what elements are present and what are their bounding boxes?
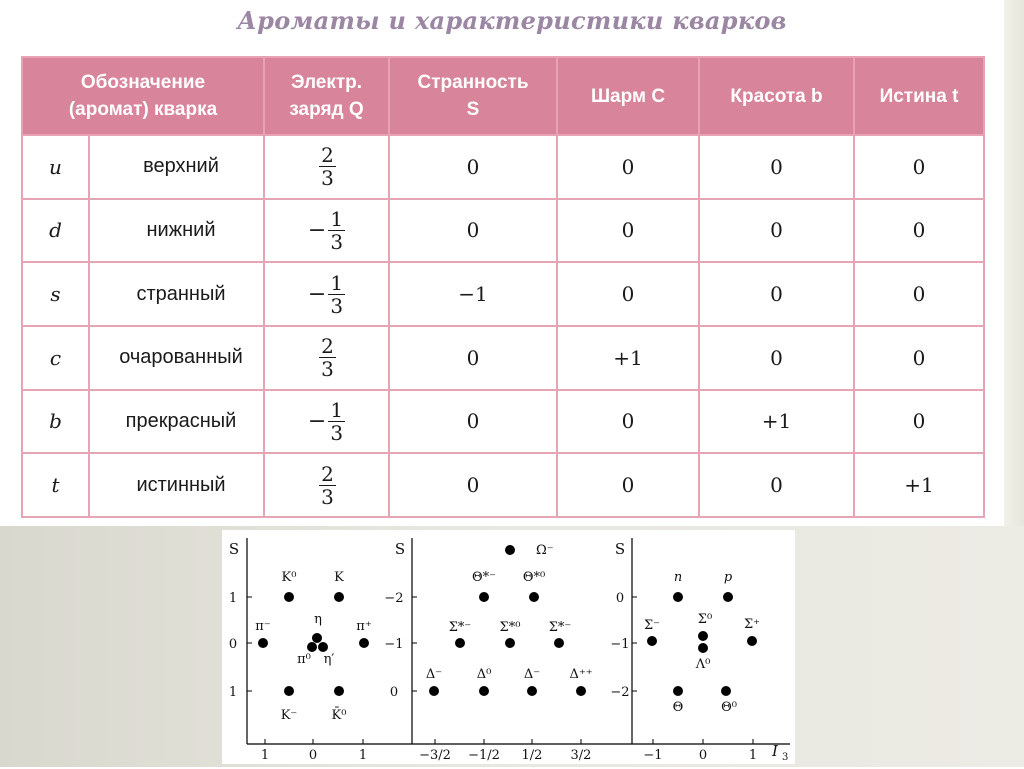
charge-numerator: 1	[330, 397, 344, 422]
middle-particle-label: Δ⁻	[523, 667, 541, 682]
left-x-tick: 0	[308, 748, 318, 763]
particle-point	[721, 686, 731, 696]
right-s-axis-label: S	[614, 540, 626, 558]
truth-value: 0	[854, 326, 984, 390]
table-row	[22, 453, 984, 517]
particle-point	[576, 686, 586, 696]
middle-x-tick: 1/2	[521, 748, 543, 763]
right-particle-label: Σ⁺	[743, 617, 761, 632]
truth-value: 0	[854, 390, 984, 454]
right-y-tick: 0	[615, 591, 625, 606]
right-y-tick: −2	[610, 685, 630, 700]
table-row	[22, 390, 984, 454]
beauty-value: 0	[699, 262, 854, 326]
quark-symbol: u	[22, 135, 89, 199]
supermultiplet-diagrams	[222, 530, 795, 764]
particle-point	[318, 642, 328, 652]
middle-particle-label: Θ*⁰	[522, 570, 546, 585]
particle-point	[334, 592, 344, 602]
header-beauty: Красота b	[699, 57, 854, 135]
charge-sign: −	[307, 217, 327, 243]
left-s-axis-label: S	[228, 540, 240, 558]
charge-denominator: 3	[321, 484, 334, 509]
middle-y-tick: 0	[389, 685, 399, 700]
page-title: Ароматы и характеристики кварков	[237, 6, 787, 35]
quark-name: нижний	[89, 199, 264, 263]
strangeness-value: 0	[389, 135, 557, 199]
left-particle-label: π⁰	[297, 652, 311, 667]
truth-value: 0	[854, 199, 984, 263]
middle-particle-label: Σ*⁰	[499, 620, 521, 635]
right-particle-label: Θ	[672, 700, 684, 715]
middle-x-tick: 3/2	[570, 748, 592, 763]
left-x-tick: 1	[260, 748, 270, 763]
header-strangeness: Странность S	[389, 57, 557, 135]
beauty-value: 0	[699, 326, 854, 390]
left-particle-label: K⁰	[281, 570, 297, 585]
i3-axis-subscript: 3	[782, 752, 789, 763]
right-y-tick: −1	[610, 637, 630, 652]
particle-point	[258, 638, 268, 648]
header-charm: Шарм C	[557, 57, 699, 135]
particle-point	[505, 545, 515, 555]
left-y-tick: 1	[228, 685, 238, 700]
left-particle-label: η	[314, 612, 322, 627]
charge-denominator: 3	[330, 229, 344, 254]
diagrams-svg	[222, 530, 795, 764]
middle-y-tick: −1	[384, 637, 404, 652]
charge-fraction	[317, 335, 336, 380]
charge-denominator: 3	[321, 166, 334, 191]
middle-particle-label: Σ*⁻	[548, 620, 572, 635]
strangeness-value: −1	[389, 262, 557, 326]
charm-value: 0	[557, 262, 699, 326]
table-row	[22, 199, 984, 263]
particle-point	[479, 592, 489, 602]
charge-fraction	[308, 272, 345, 317]
quark-name: верхний	[89, 135, 264, 199]
truth-value: 0	[854, 262, 984, 326]
table-row	[22, 326, 984, 390]
left-particle-label: η′	[323, 652, 335, 667]
right-particle-label: Σ⁻	[643, 618, 661, 633]
header-flavor: Обозначение (аромат) кварка	[22, 57, 264, 135]
particle-point	[529, 592, 539, 602]
particle-point	[455, 638, 465, 648]
charm-value: 0	[557, 453, 699, 517]
particle-point	[723, 592, 733, 602]
charge-denominator: 3	[330, 293, 344, 318]
middle-particle-label: Σ*⁻	[448, 620, 472, 635]
beauty-value: +1	[699, 390, 854, 454]
middle-particle-label: Δ⁻	[425, 667, 443, 682]
particle-point	[429, 686, 439, 696]
right-particle-label: Σ⁰	[697, 612, 713, 627]
quark-symbol: t	[22, 453, 89, 517]
strangeness-value: 0	[389, 453, 557, 517]
left-y-tick: 1	[228, 591, 238, 606]
quark-charge	[264, 390, 389, 454]
particle-point	[312, 633, 322, 643]
quark-name: очарованный	[89, 326, 264, 390]
middle-s-axis-label: S	[394, 540, 406, 558]
quark-symbol: d	[22, 199, 89, 263]
charm-value: 0	[557, 390, 699, 454]
middle-particle-label: Δ⁰	[476, 667, 492, 682]
particle-point	[284, 686, 294, 696]
quark-symbol: s	[22, 262, 89, 326]
quark-flavors-table	[21, 56, 985, 518]
charm-value: 0	[557, 135, 699, 199]
quark-charge	[264, 326, 389, 390]
particle-point	[359, 638, 369, 648]
strangeness-value: 0	[389, 199, 557, 263]
particle-point	[698, 631, 708, 641]
middle-particle-label: Ω⁻	[536, 543, 554, 558]
left-particle-label: K⁻	[280, 708, 298, 723]
particle-point	[554, 638, 564, 648]
charge-numerator: 2	[321, 334, 334, 359]
truth-value: 0	[854, 135, 984, 199]
right-x-tick: −1	[643, 748, 663, 763]
strangeness-value: 0	[389, 326, 557, 390]
quark-charge	[264, 199, 389, 263]
charge-denominator: 3	[330, 420, 344, 445]
left-particle-label: K̄⁰	[331, 708, 347, 723]
i3-axis-label: I	[772, 742, 778, 760]
table-row	[22, 135, 984, 199]
charge-fraction	[317, 463, 336, 508]
particle-point	[673, 592, 683, 602]
particle-point	[698, 643, 708, 653]
particle-point	[284, 592, 294, 602]
charge-fraction	[308, 208, 345, 253]
right-particle-label: p	[723, 570, 733, 585]
beauty-value: 0	[699, 199, 854, 263]
particle-point	[527, 686, 537, 696]
slide-edge-shadow	[1004, 0, 1024, 526]
right-particle-label: Λ⁰	[695, 657, 711, 672]
particle-point	[647, 636, 657, 646]
quark-charge	[264, 453, 389, 517]
charge-numerator: 2	[321, 461, 334, 486]
beauty-value: 0	[699, 135, 854, 199]
particle-point	[479, 686, 489, 696]
charge-denominator: 3	[321, 357, 334, 382]
quark-name: прекрасный	[89, 390, 264, 454]
quark-name: странный	[89, 262, 264, 326]
charge-fraction	[317, 144, 336, 189]
quark-symbol: b	[22, 390, 89, 454]
right-particle-label: n	[673, 570, 683, 585]
particle-point	[673, 686, 683, 696]
table-header-row	[22, 57, 984, 135]
middle-y-tick: −2	[384, 591, 404, 606]
left-particle-label: K	[334, 570, 344, 585]
right-x-tick: 0	[698, 748, 708, 763]
quark-symbol: c	[22, 326, 89, 390]
charge-numerator: 1	[330, 206, 344, 231]
quark-charge	[264, 135, 389, 199]
quark-charge	[264, 262, 389, 326]
header-charge: Электр. заряд Q	[264, 57, 389, 135]
charge-sign: −	[307, 281, 327, 307]
charm-value: +1	[557, 326, 699, 390]
right-particle-label: Θ⁰	[721, 700, 737, 715]
left-particle-label: π⁻	[255, 619, 271, 634]
middle-x-tick: −1/2	[468, 748, 500, 763]
charge-fraction	[308, 399, 345, 444]
truth-value: +1	[854, 453, 984, 517]
left-particle-label: π⁺	[356, 619, 372, 634]
table-row	[22, 262, 984, 326]
beauty-value: 0	[699, 453, 854, 517]
quark-name: истинный	[89, 453, 264, 517]
header-truth: Истина t	[854, 57, 984, 135]
particle-point	[307, 642, 317, 652]
middle-particle-label: Δ⁺⁺	[569, 667, 593, 682]
left-y-tick: 0	[228, 637, 238, 652]
charge-numerator: 1	[330, 270, 344, 295]
particle-point	[505, 638, 515, 648]
middle-x-tick: −3/2	[419, 748, 451, 763]
charge-sign: −	[307, 408, 327, 434]
charm-value: 0	[557, 199, 699, 263]
middle-particle-label: Θ*⁻	[471, 570, 497, 585]
strangeness-value: 0	[389, 390, 557, 454]
left-x-tick: 1	[358, 748, 368, 763]
particle-point	[334, 686, 344, 696]
particle-point	[747, 636, 757, 646]
right-x-tick: 1	[748, 748, 758, 763]
charge-numerator: 2	[321, 143, 334, 168]
